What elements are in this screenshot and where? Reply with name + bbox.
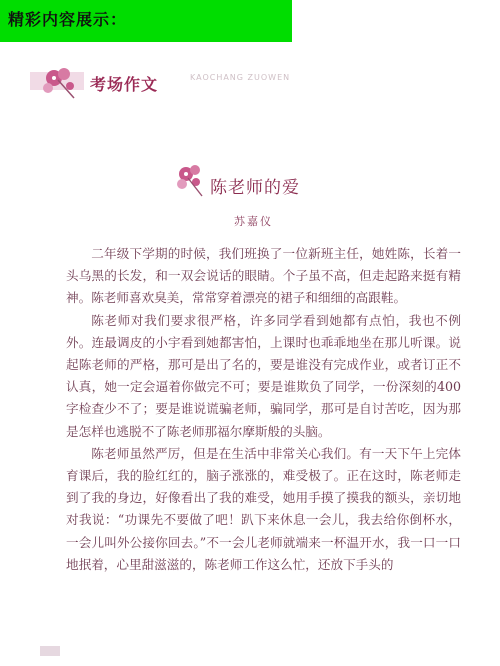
paragraph: 陈老师虽然严厉，但是在生活中非常关心我们。有一天下午上完体育课后，我的脸红红的，脑子涨涨的，难受极了。正在这时，陈老师走到了我的身边，好像看出了我的难受，她用手摸了摸我的额头，亲切地对我说：“功课先不要做了吧！趴下来休息一会儿，我去给你倒杯水，一会儿叫外公接你回去。”不一会儿老师就端来一杯温开水，我一口一口地抿着，心里甜滋滋的，陈老师工作这么忙，还放下手头的 (66, 445, 461, 572)
paragraph: 陈老师对我们要求很严格，许多同学看到她都有点怕，我也不例外。连最调皮的小宇看到她都害怕，上课时也乖乖地坐在那儿听课。说起陈老师的严格，那可是出了名的，要是谁没有完成作业，或者订正不认真，她一定会逼着你做完不可；要是谁欺负了同学，一份深刻的400字检查少不了；要是谁说谎骗老师，骗同学，那可是自讨苦吃，因为那是怎样也逃脱不了陈老师那福尔摩斯般的头脑。 (66, 312, 461, 439)
section-title: 考场作文 (90, 75, 159, 94)
section-watermark: KAOCHANG ZUOWEN (190, 73, 291, 82)
flower-decoration-icon (30, 58, 84, 102)
title-flower-icon (170, 160, 210, 200)
paragraph: 二年级下学期的时候，我们班换了一位新班主任，她姓陈，长着一头乌黑的长发，和一双会说话的眼睛。个子虽不高，但走起路来挺有精神。陈老师喜欢臭美，常常穿着漂亮的裙子和细细的高跟鞋。 (66, 246, 461, 306)
banner-text: 精彩内容展示： (8, 10, 128, 29)
article-body (66, 243, 461, 576)
top-banner (0, 0, 292, 42)
article-title: 陈老师的爱 (210, 178, 300, 198)
article-author: 苏嘉仪 (234, 215, 273, 228)
section-header (0, 54, 500, 104)
page-edge-mark (40, 646, 60, 656)
